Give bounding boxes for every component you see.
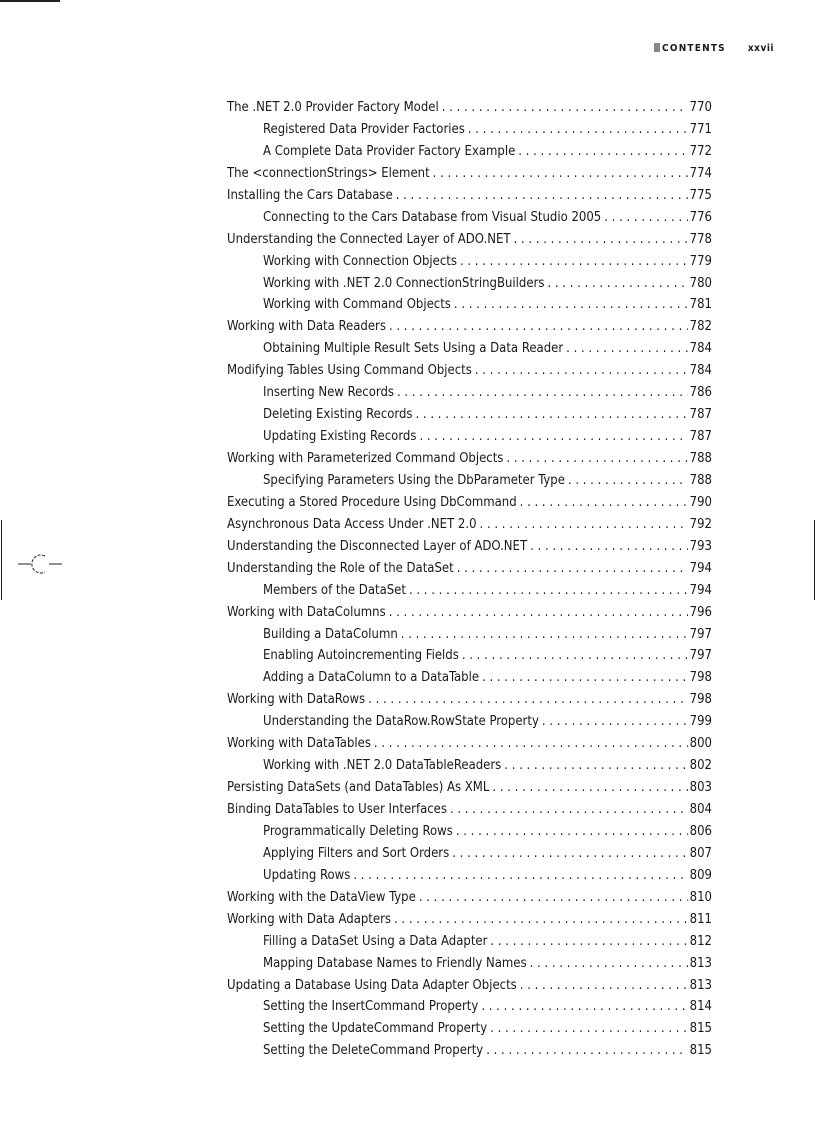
- toc-subentry[interactable]: [227, 821, 712, 843]
- running-head: [654, 43, 774, 54]
- dot-leader: [547, 273, 687, 295]
- dot-leader: [353, 865, 687, 887]
- dot-leader: [475, 360, 688, 382]
- dot-leader: [520, 492, 688, 514]
- toc-entry-page: 806: [689, 823, 712, 839]
- dot-leader: [504, 755, 687, 777]
- toc-entry-page: 813: [689, 977, 712, 993]
- toc-entry-title: Mapping Database Names to Friendly Names: [263, 955, 527, 971]
- toc-entry-title: Understanding the DataRow.RowState Property: [263, 714, 539, 730]
- toc-entry-title: Setting the DeleteCommand Property: [263, 1043, 484, 1059]
- toc-entry-title: Specifying Parameters Using the DbParameter Type: [263, 472, 565, 488]
- dot-leader: [530, 953, 688, 975]
- toc-entry-page: 784: [689, 363, 712, 379]
- toc-entry-title: Asynchronous Data Access Under .NET 2.0: [227, 516, 477, 532]
- dot-leader: [409, 580, 688, 602]
- toc-entry-page: 815: [689, 1021, 712, 1037]
- toc-entry[interactable]: [227, 733, 712, 755]
- toc-entry-page: 796: [689, 604, 712, 620]
- toc-subentry[interactable]: [227, 141, 712, 163]
- dot-leader: [542, 711, 688, 733]
- toc-entry[interactable]: [227, 97, 712, 119]
- toc-entry-title: Working with Data Adapters: [227, 911, 391, 927]
- toc-entry-title: Understanding the Disconnected Layer of ADO.NET: [227, 538, 528, 554]
- toc-entry-page: 790: [689, 494, 712, 510]
- table-of-contents: [227, 97, 712, 1062]
- dot-leader: [442, 97, 688, 119]
- toc-entry-page: 788: [689, 451, 712, 466]
- dot-leader: [481, 996, 687, 1018]
- toc-entry-page: 794: [689, 582, 712, 598]
- toc-entry-title: Registered Data Provider Factories: [263, 121, 465, 137]
- toc-subentry[interactable]: [227, 426, 712, 448]
- header-bullet-icon: [654, 43, 660, 52]
- toc-subentry[interactable]: [227, 953, 712, 975]
- dot-leader: [482, 667, 688, 689]
- toc-subentry[interactable]: [227, 645, 712, 667]
- toc-entry[interactable]: [227, 887, 712, 909]
- toc-entry[interactable]: [227, 185, 712, 207]
- toc-subentry[interactable]: [227, 711, 712, 733]
- toc-entry-page: 800: [689, 736, 712, 752]
- toc-entry-title: Persisting DataSets (and DataTables) As XML: [227, 780, 490, 796]
- toc-subentry[interactable]: [227, 755, 712, 777]
- toc-entry-title: A Complete Data Provider Factory Example: [263, 143, 516, 159]
- toc-entry-title: Installing the Cars Database: [227, 187, 393, 203]
- toc-entry-page: 792: [689, 516, 712, 532]
- toc-subentry[interactable]: [227, 865, 712, 887]
- toc-subentry[interactable]: [227, 251, 712, 273]
- toc-entry-page: 779: [689, 253, 712, 269]
- dot-leader: [389, 316, 688, 338]
- toc-entry-page: 787: [689, 407, 712, 423]
- toc-entry-page: 798: [689, 670, 712, 686]
- crop-mark-top: [0, 0, 60, 2]
- toc-entry[interactable]: [227, 777, 712, 799]
- dot-leader: [480, 514, 688, 536]
- dot-leader: [389, 602, 688, 624]
- toc-entry-title: Obtaining Multiple Result Sets Using a Data Reader: [263, 341, 564, 357]
- toc-entry-page: 813: [689, 955, 712, 971]
- toc-entry-title: Working with DataColumns: [227, 604, 386, 620]
- dot-leader: [396, 185, 688, 207]
- toc-entry-title: Programmatically Deleting Rows: [263, 823, 453, 839]
- dot-leader: [486, 1040, 687, 1062]
- dot-leader: [450, 799, 688, 821]
- dot-leader: [401, 624, 688, 646]
- toc-entry-page: 778: [689, 231, 712, 247]
- toc-entry-page: 780: [689, 275, 712, 291]
- toc-entry-title: Working with Parameterized Command Objects: [227, 451, 504, 466]
- toc-entry-page: 770: [689, 100, 712, 115]
- toc-entry-page: 802: [689, 758, 712, 774]
- dot-leader: [368, 689, 688, 711]
- toc-entry-title: Executing a Stored Procedure Using DbCommand: [227, 494, 517, 510]
- toc-entry-page: 784: [689, 341, 712, 357]
- toc-subentry[interactable]: [227, 207, 712, 229]
- toc-subentry[interactable]: [227, 843, 712, 865]
- toc-entry-title: Working with the DataView Type: [227, 889, 416, 905]
- toc-entry-page: 787: [689, 429, 712, 445]
- toc-subentry[interactable]: [227, 1040, 712, 1062]
- crop-mark-left: [1, 520, 2, 600]
- dot-leader: [518, 141, 687, 163]
- dot-leader: [568, 470, 688, 492]
- toc-entry-page: 794: [689, 560, 712, 576]
- toc-entry-page: 807: [689, 845, 712, 861]
- toc-entry[interactable]: [227, 689, 712, 711]
- toc-entry-page: 781: [689, 297, 712, 313]
- toc-entry-title: Working with DataRows: [227, 692, 366, 708]
- toc-entry-title: The <connectionStrings> Element: [227, 165, 430, 181]
- toc-entry-page: 774: [689, 165, 712, 181]
- toc-entry-title: Building a DataColumn: [263, 626, 398, 642]
- toc-entry-page: 804: [689, 802, 712, 817]
- toc-entry-title: Members of the DataSet: [263, 582, 406, 598]
- toc-entry-title: Setting the UpdateCommand Property: [263, 1021, 488, 1037]
- toc-entry-title: The .NET 2.0 Provider Factory Model: [227, 100, 439, 115]
- toc-subentry[interactable]: [227, 580, 712, 602]
- toc-entry-title: Working with DataTables: [227, 736, 371, 752]
- toc-entry-page: 812: [689, 933, 712, 949]
- toc-subentry[interactable]: [227, 338, 712, 360]
- toc-subentry[interactable]: [227, 624, 712, 646]
- toc-entry-title: Understanding the Connected Layer of ADO.NET: [227, 231, 511, 247]
- toc-entry-title: Applying Filters and Sort Orders: [263, 845, 450, 861]
- dot-leader: [397, 382, 688, 404]
- toc-entry-title: Adding a DataColumn to a DataTable: [263, 670, 480, 686]
- dot-leader: [419, 426, 687, 448]
- toc-entry-page: 799: [689, 714, 712, 730]
- toc-entry-page: 797: [689, 648, 712, 664]
- toc-entry[interactable]: [227, 448, 712, 470]
- toc-subentry[interactable]: [227, 119, 712, 141]
- toc-entry-title: Working with Connection Objects: [263, 253, 457, 269]
- toc-entry-page: 772: [689, 143, 712, 159]
- toc-entry-page: 793: [689, 538, 712, 554]
- dot-leader: [454, 294, 688, 316]
- toc-entry-title: Filling a DataSet Using a Data Adapter: [263, 933, 488, 949]
- dot-leader: [520, 975, 688, 997]
- toc-entry[interactable]: [227, 492, 712, 514]
- toc-entry-title: Working with Data Readers: [227, 319, 386, 335]
- dot-leader: [457, 558, 688, 580]
- toc-entry[interactable]: [227, 163, 712, 185]
- toc-entry[interactable]: [227, 229, 712, 251]
- dot-leader: [468, 119, 688, 141]
- dot-leader: [419, 887, 688, 909]
- dot-leader: [416, 404, 688, 426]
- dot-leader: [490, 931, 687, 953]
- toc-entry-page: 771: [689, 121, 712, 137]
- dot-leader: [513, 229, 687, 251]
- toc-subentry[interactable]: [227, 404, 712, 426]
- toc-entry-page: 788: [689, 472, 712, 488]
- toc-entry-title: Updating Rows: [263, 867, 351, 883]
- toc-subentry[interactable]: [227, 273, 712, 295]
- dot-leader: [394, 909, 688, 931]
- toc-entry-page: 815: [689, 1043, 712, 1059]
- toc-entry-title: Understanding the Role of the DataSet: [227, 560, 454, 576]
- toc-entry-page: 797: [689, 626, 712, 642]
- dot-leader: [530, 536, 688, 558]
- toc-subentry[interactable]: [227, 294, 712, 316]
- toc-entry-title: Binding DataTables to User Interfaces: [227, 802, 447, 817]
- toc-entry-title: Modifying Tables Using Command Objects: [227, 363, 472, 379]
- toc-entry[interactable]: [227, 558, 712, 580]
- toc-entry[interactable]: [227, 975, 712, 997]
- toc-entry-page: 810: [689, 889, 712, 905]
- crop-mark-right: [814, 520, 815, 600]
- toc-entry-title: Inserting New Records: [263, 385, 394, 401]
- toc-entry-page: 782: [689, 319, 712, 335]
- toc-entry[interactable]: [227, 360, 712, 382]
- dot-leader: [490, 1018, 688, 1040]
- toc-entry-title: Working with .NET 2.0 ConnectionStringBuilders: [263, 275, 545, 291]
- toc-entry-title: Connecting to the Cars Database from Visual Studio 2005: [263, 209, 602, 225]
- toc-entry[interactable]: [227, 799, 712, 821]
- toc-entry-title: Enabling Autoincrementing Fields: [263, 648, 459, 664]
- toc-entry-page: 811: [689, 911, 712, 927]
- dot-leader: [460, 251, 688, 273]
- dot-leader: [456, 821, 688, 843]
- registration-mark-icon: [18, 548, 62, 580]
- dot-leader: [604, 207, 687, 229]
- toc-entry-title: Setting the InsertCommand Property: [263, 999, 479, 1015]
- dot-leader: [452, 843, 687, 865]
- toc-entry-title: Working with .NET 2.0 DataTableReaders: [263, 758, 502, 774]
- toc-entry-page: 798: [689, 692, 712, 708]
- toc-entry-page: 786: [689, 385, 712, 401]
- toc-entry-title: Updating a Database Using Data Adapter Objects: [227, 977, 517, 993]
- toc-entry[interactable]: [227, 316, 712, 338]
- toc-entry-page: 775: [689, 187, 712, 203]
- toc-entry[interactable]: [227, 536, 712, 558]
- toc-subentry[interactable]: [227, 667, 712, 689]
- toc-entry-title: Updating Existing Records: [263, 429, 417, 445]
- page-folio: xxvii: [747, 43, 774, 54]
- dot-leader: [462, 645, 688, 667]
- dot-leader: [506, 448, 687, 470]
- dot-leader: [374, 733, 688, 755]
- toc-entry-page: 809: [689, 867, 712, 883]
- toc-entry-title: Deleting Existing Records: [263, 407, 413, 423]
- toc-subentry[interactable]: [227, 996, 712, 1018]
- toc-entry[interactable]: [227, 514, 712, 536]
- dot-leader: [433, 163, 688, 185]
- toc-subentry[interactable]: [227, 382, 712, 404]
- toc-entry-page: 776: [689, 209, 712, 225]
- toc-subentry[interactable]: [227, 931, 712, 953]
- toc-entry-title: Working with Command Objects: [263, 297, 451, 313]
- toc-subentry[interactable]: [227, 470, 712, 492]
- dot-leader: [492, 777, 687, 799]
- toc-subentry[interactable]: [227, 1018, 712, 1040]
- toc-entry-page: 803: [689, 780, 712, 796]
- section-label: CONTENTS: [662, 43, 726, 54]
- toc-entry[interactable]: [227, 909, 712, 931]
- toc-entry[interactable]: [227, 602, 712, 624]
- toc-entry-page: 814: [689, 999, 712, 1015]
- dot-leader: [566, 338, 688, 360]
